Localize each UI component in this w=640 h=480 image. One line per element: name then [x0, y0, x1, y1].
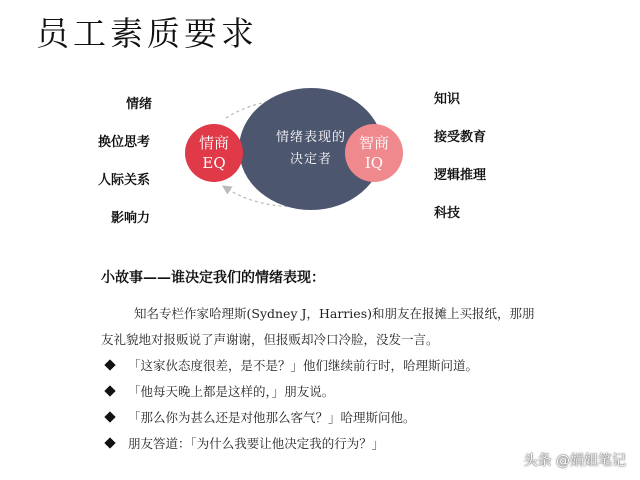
diamond-bullet-icon	[104, 411, 115, 422]
eq-label-cn: 情商	[198, 134, 229, 152]
left-label-influence: 影响力	[111, 211, 151, 226]
watermark: 头条 @娟姐笔记	[523, 453, 626, 469]
bullet-text: 「那么你为甚么还是对他那么客气？」哈理斯问他。	[128, 410, 416, 425]
left-label-empathy: 换位思考	[98, 135, 151, 150]
eq-circle	[185, 124, 243, 182]
story-bullet	[106, 408, 416, 426]
story-paragraph-line-1: 知名专栏作家哈理斯(Sydney J，Harries)和朋友在报摊上买报纸，那朋	[134, 306, 535, 321]
story-paragraph-line-2: 友礼貌地对报贩说了声谢谢，但报贩却冷口冷脸，没发一言。	[101, 332, 439, 347]
story-bullet	[106, 382, 334, 400]
left-label-emotion: 情绪	[126, 97, 153, 112]
left-label-relationships: 人际关系	[98, 173, 151, 188]
story-title: 小故事——谁决定我们的情绪表现：	[101, 270, 325, 286]
bullet-text: 朋友答道：「为什么我要让他决定我的行为？」	[128, 436, 385, 451]
diamond-bullet-icon	[104, 437, 115, 448]
bullet-text: 「这家伙态度很差，是不是？」他们继续前行时，哈理斯问道。	[128, 358, 479, 373]
center-line-2: 决定者	[289, 152, 332, 167]
eq-label-en: EQ	[202, 154, 226, 172]
story-bullet	[106, 356, 478, 374]
iq-label-en: IQ	[364, 154, 384, 172]
story-bullet	[106, 434, 384, 452]
right-label-logic: 逻辑推理	[434, 168, 487, 183]
diamond-bullet-icon	[104, 359, 115, 370]
iq-circle	[345, 124, 403, 182]
right-label-knowledge: 知识	[434, 92, 461, 107]
right-label-education: 接受教育	[434, 130, 487, 145]
page-title: 员工素质要求	[36, 14, 258, 53]
diamond-bullet-icon	[104, 385, 115, 396]
bullet-text: 「他每天晚上都是这样的，」朋友说。	[128, 384, 335, 399]
center-line-1: 情绪表现的	[275, 130, 346, 145]
iq-label-cn: 智商	[358, 134, 389, 152]
right-label-technology: 科技	[434, 206, 461, 221]
